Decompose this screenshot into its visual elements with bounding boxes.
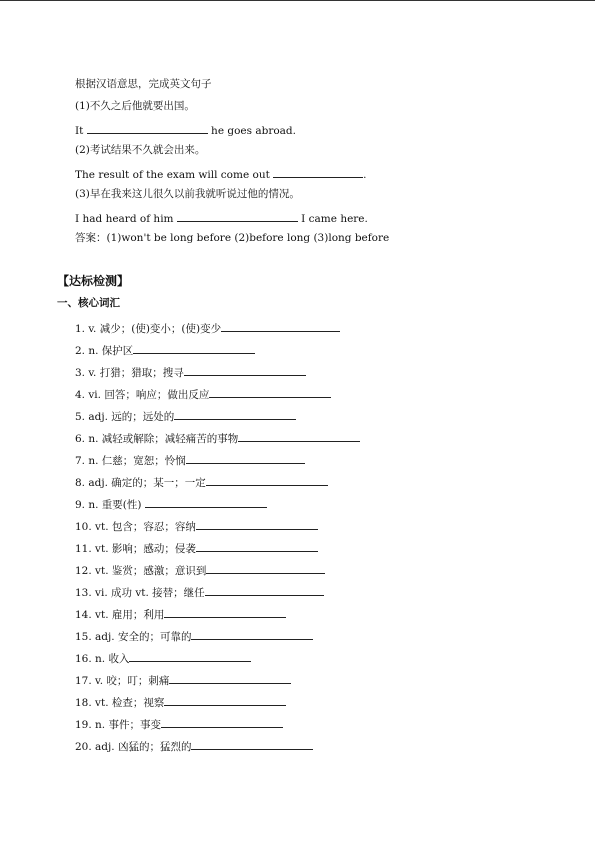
- vocab-answer-blank[interactable]: [164, 607, 286, 618]
- vocab-answer-blank[interactable]: [133, 343, 255, 354]
- vocab-answer-blank[interactable]: [196, 519, 318, 530]
- exercise-instruction: 根据汉语意思，完成英文句子: [75, 78, 212, 90]
- exercise-sentence-1: [75, 123, 296, 137]
- vocab-definition: 9. n. 重要(性): [75, 499, 145, 511]
- vocab-item: [75, 475, 328, 489]
- vocab-definition: 7. n. 仁慈；宽恕；怜悯: [75, 455, 186, 467]
- vocab-answer-blank[interactable]: [164, 695, 286, 706]
- vocab-answer-blank[interactable]: [191, 739, 313, 750]
- vocab-item: [75, 673, 291, 687]
- vocab-answer-blank[interactable]: [238, 431, 360, 442]
- vocab-answer-blank[interactable]: [174, 409, 296, 420]
- vocab-answer-blank[interactable]: [221, 321, 340, 332]
- vocab-item: [75, 453, 305, 467]
- sentence-after: .: [363, 169, 367, 181]
- vocab-item: [75, 585, 324, 599]
- vocab-definition: 6. n. 减轻或解除；减轻痛苦的事物: [75, 433, 239, 445]
- answer-blank[interactable]: [273, 167, 363, 178]
- vocab-item: [75, 607, 286, 621]
- section-heading: 【达标检测】: [57, 274, 130, 288]
- vocab-definition: 15. adj. 安全的；可靠的: [75, 631, 192, 643]
- vocab-definition: 17. v. 咬；叮；刺痛: [75, 675, 170, 687]
- vocab-definition: 13. vi. 成功 vt. 接替；继任: [75, 587, 205, 599]
- vocab-item: [75, 695, 286, 709]
- vocab-definition: 2. n. 保护区: [75, 345, 134, 357]
- vocab-definition: 20. adj. 凶猛的；猛烈的: [75, 741, 192, 753]
- exercise-sentence-3: [75, 211, 368, 225]
- vocab-item: [75, 409, 296, 423]
- vocab-definition: 8. adj. 确定的；某一；一定: [75, 477, 206, 489]
- vocab-answer-blank[interactable]: [206, 563, 325, 574]
- vocab-item: [75, 497, 267, 511]
- vocab-item: [75, 431, 360, 445]
- exercise-prompt-3: (3)早在我来这儿很久以前我就听说过他的情况。: [75, 188, 300, 200]
- vocab-item: [75, 739, 313, 753]
- vocab-answer-blank[interactable]: [191, 629, 313, 640]
- vocab-answer-blank[interactable]: [184, 365, 306, 376]
- exercise-prompt-1: (1)不久之后他就要出国。: [75, 100, 195, 112]
- vocab-answer-blank[interactable]: [186, 453, 305, 464]
- sentence-before: It: [75, 125, 87, 137]
- vocab-answer-blank[interactable]: [209, 387, 331, 398]
- vocab-definition: 1. v. 减少；(使)变小；(使)变少: [75, 323, 222, 335]
- exercise-answer: 答案：(1)won't be long before (2)before long (3)long before: [75, 232, 390, 244]
- vocab-item: [75, 519, 318, 533]
- vocab-answer-blank[interactable]: [161, 717, 283, 728]
- vocab-definition: 14. vt. 雇用；利用: [75, 609, 165, 621]
- vocab-item: [75, 541, 318, 555]
- section-subheading: 一、核心词汇: [57, 297, 120, 309]
- vocab-definition: 18. vt. 检查；视察: [75, 697, 165, 709]
- vocab-item: [75, 365, 306, 379]
- vocab-item: [75, 651, 251, 665]
- vocab-item: [75, 563, 325, 577]
- vocab-definition: 5. adj. 远的；远处的: [75, 411, 175, 423]
- vocab-item: [75, 321, 340, 335]
- vocab-item: [75, 717, 283, 731]
- answer-blank[interactable]: [177, 211, 298, 222]
- vocab-answer-blank[interactable]: [129, 651, 251, 662]
- vocab-item: [75, 629, 313, 643]
- answer-blank[interactable]: [87, 123, 208, 134]
- vocab-answer-blank[interactable]: [169, 673, 291, 684]
- sentence-after: I came here.: [297, 213, 368, 225]
- sentence-after: he goes abroad.: [207, 125, 296, 137]
- vocab-answer-blank[interactable]: [205, 585, 324, 596]
- vocab-definition: 11. vt. 影响；感动；侵袭: [75, 543, 196, 555]
- page-top-rule: [0, 0, 595, 1]
- exercise-prompt-2: (2)考试结果不久就会出来。: [75, 144, 206, 156]
- sentence-before: I had heard of him: [75, 213, 177, 225]
- vocab-definition: 12. vt. 鉴赏；感激；意识到: [75, 565, 207, 577]
- vocab-answer-blank[interactable]: [145, 497, 267, 508]
- vocab-definition: 10. vt. 包含；容忍；容纳: [75, 521, 196, 533]
- vocab-definition: 16. n. 收入: [75, 653, 130, 665]
- vocab-definition: 3. v. 打猎；猎取；搜寻: [75, 367, 184, 379]
- vocab-answer-blank[interactable]: [206, 475, 328, 486]
- vocab-item: [75, 387, 331, 401]
- sentence-before: The result of the exam will come out: [75, 169, 274, 181]
- vocab-answer-blank[interactable]: [196, 541, 318, 552]
- vocab-item: [75, 343, 255, 357]
- vocab-definition: 19. n. 事件；事变: [75, 719, 161, 731]
- exercise-sentence-2: [75, 167, 366, 181]
- vocab-definition: 4. vi. 回答；响应；做出反应: [75, 389, 210, 401]
